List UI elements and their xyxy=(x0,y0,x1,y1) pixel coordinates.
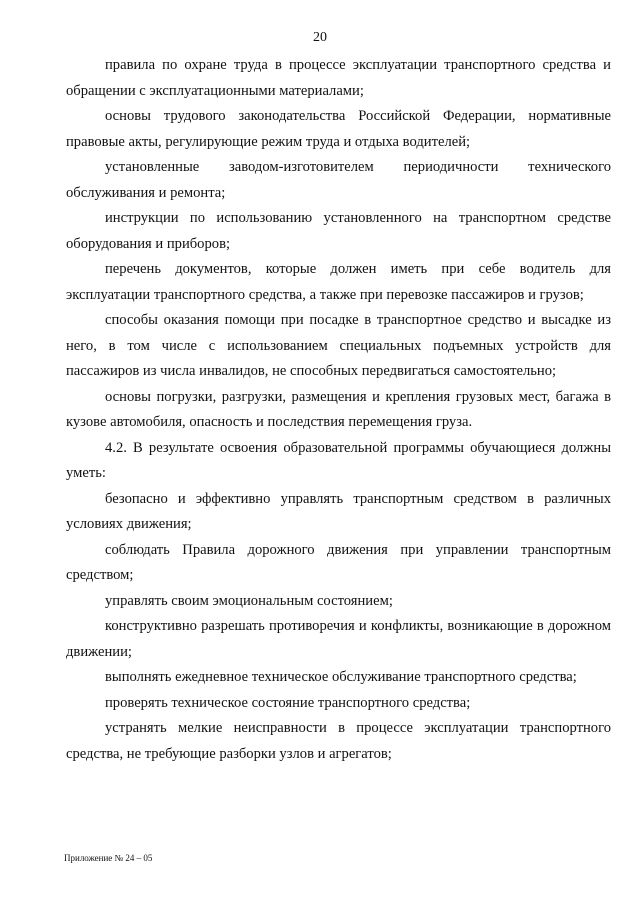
paragraph: основы трудового законодательства Российской Федерации, нормативные правовые акты, регулирующие режим труда и отдыха водителей; xyxy=(66,108,611,150)
paragraph: устранять мелкие неисправности в процессе эксплуатации транспортного средства, не требующие разборки узлов и агрегатов; xyxy=(66,720,611,762)
paragraph: безопасно и эффективно управлять транспортным средством в различных условиях движения; xyxy=(66,490,611,532)
footer-note: Приложение № 24 – 05 xyxy=(64,853,153,863)
paragraph: установленные заводом-изготовителем периодичности технического обслуживания и ремонта; xyxy=(66,159,611,201)
paragraph: инструкции по использованию установленного на транспортном средстве оборудования и приборов; xyxy=(66,210,611,252)
paragraph: соблюдать Правила дорожного движения при управлении транспортным средством; xyxy=(66,541,611,583)
paragraph: способы оказания помощи при посадке в транспортное средство и высадке из него, в том числе с использованием специальных подъемных устройств для пассажиров из числа инвалидов, не способных передвигаться самостоятельно; xyxy=(66,312,611,379)
paragraph: проверять техническое состояние транспортного средства; xyxy=(105,694,471,711)
paragraph: основы погрузки, разгрузки, размещения и крепления грузовых мест, багажа в кузове автомобиля, опасность и последствия перемещения груза. xyxy=(66,388,611,430)
document-body xyxy=(66,53,611,767)
paragraph: управлять своим эмоциональным состоянием; xyxy=(105,592,393,609)
paragraph: конструктивно разрешать противоречия и конфликты, возникающие в дорожном движении; xyxy=(66,618,611,660)
paragraph: правила по охране труда в процессе эксплуатации транспортного средства и обращении с эксплуатационными материалами; xyxy=(66,57,611,99)
paragraph: выполнять ежедневное техническое обслуживание транспортного средства; xyxy=(105,669,577,685)
paragraph: перечень документов, которые должен иметь при себе водитель для эксплуатации транспортного средства, а также при перевозке пассажиров и грузов; xyxy=(66,261,611,303)
section-heading-paragraph: 4.2. В результате освоения образовательной программы обучающиеся должны уметь: xyxy=(66,439,611,481)
page-number: 20 xyxy=(313,30,327,45)
